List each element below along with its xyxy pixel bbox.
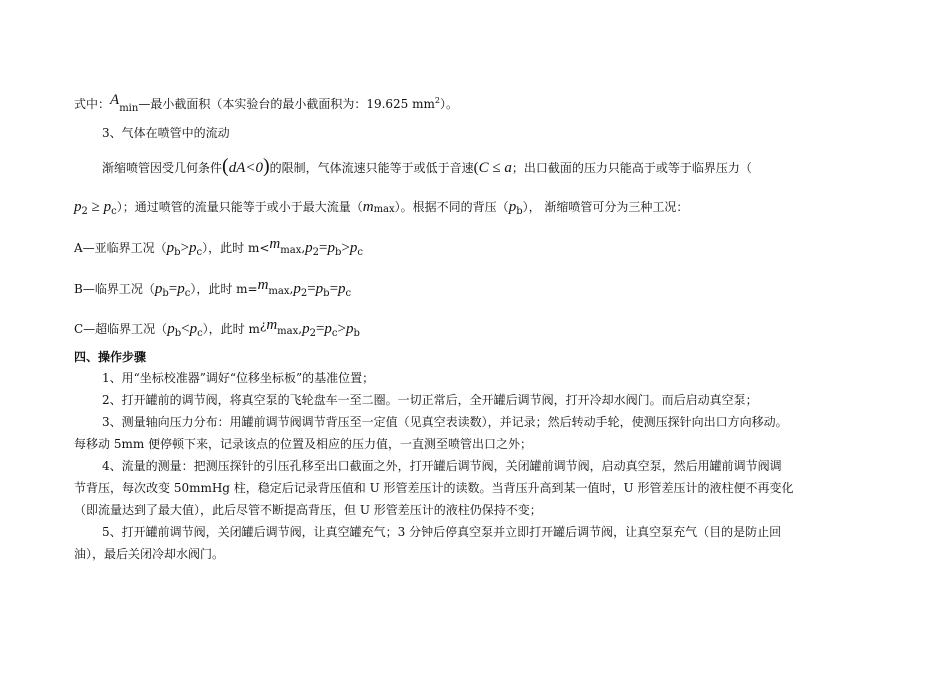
pressure-text-2: ）。根据不同的背压（ [394,200,509,214]
paren-open: ( [222,155,229,177]
symbol-p: p [189,240,197,256]
relation: = [168,281,178,297]
step-1: 1、用“坐标校准器”调好“位移坐标板”的基准位置； [102,371,375,385]
section-4-title: 四、操作步骤 [74,350,147,364]
step-4-cont-2: （即流量达到了最大值），此后尽管不断提高背压，但 U 形管差压计的液柱仍保持不变； [74,503,542,517]
symbol-p: p [154,281,163,297]
condition-a-close: ），此时 m< [202,241,270,255]
symbol-min: min [119,103,139,114]
symbol-p: p [166,240,175,256]
symbol-p: p [189,321,198,337]
condition-da: dA<0 [228,160,263,176]
step-2: 2、打开罐前的调节阀，将真空泵的飞轮盘车一至二圈。一切正常后，全开罐后调节阀，打开冷却水阀门。而后启动真空泵； [102,393,758,407]
symbol-p: p [324,321,332,337]
comma: , [301,241,306,255]
step-3-cont: 每移动 5mm 便停顿下来，记录该点的位置及相应的压力值，一直测至喷管出口之外； [74,437,533,451]
placeholder-glyph: ¿ [259,318,267,332]
unit-exponent: 2 [434,96,440,105]
symbol-max: max [268,286,290,297]
symbol-p: p [293,281,301,297]
symbol-pb-sub: b [516,206,523,217]
sub-2: 2 [312,247,320,258]
sub-b: b [353,328,360,339]
relation: < [181,321,190,337]
condition-b-line [74,277,352,299]
condition-ca: C ≤ a [478,160,512,176]
equals: = [319,240,328,256]
sub-c: c [196,247,203,258]
step-5-cont: 油），最后关闭冷却水阀门。 [74,547,225,561]
sub-2: 2 [309,328,316,339]
symbol-a: A [110,92,120,108]
symbol-p: p [167,321,175,337]
sub-b: b [174,328,182,339]
sub-c: c [184,288,191,299]
step-4: 4、流量的测量：把测压探针的引压孔移至出口截面之外，打开罐后调节阀，关闭罐前调节阀，启动真空泵，然后用罐前调节阀调 [102,459,782,473]
step-5: 5、打开罐前调节阀，关闭罐后调节阀，让真空罐充气；3 分钟后停真空泵并立即打开罐后调节阀，让真空泵充气（目的是防止回 [102,525,782,539]
comma: , [289,282,294,296]
condition-c-close: ），此时 m [202,322,260,336]
pressure-text-3: ）， 渐缩喷管可分为三种工况： [522,200,689,214]
symbol-p2: p [74,199,82,215]
prefix: 式中： [74,97,111,111]
area-end: ）。 [439,97,458,111]
symbol-p: p [302,321,310,337]
condition-c-line [74,317,360,339]
symbol-m: m [362,199,374,215]
symbol-pc: p [103,199,112,215]
paren-open-2: ( [473,160,479,176]
relation: > [337,321,346,337]
pressure-text-1: ）；通过喷管的流量只能等于或小于最大流量（ [116,200,363,214]
symbol-p: p [177,281,185,297]
sub-b: b [162,288,169,299]
symbol-m: m [269,236,281,252]
area-text: —最小截面积（本实验台的最小截面积为：19.625 mm [138,97,435,111]
sub-c: c [331,328,338,339]
relation: > [341,240,350,256]
paren-close: ) [262,155,270,177]
relation: = [329,281,339,297]
flow-condition-line [102,155,752,177]
condition-c-label: C—超临界工况（ [74,322,168,336]
symbol-max: max [280,245,302,256]
symbol-p: p [315,281,324,297]
symbol-pc-sub: c [111,206,117,217]
sub-b: b [323,288,330,299]
condition-a-line [74,236,363,258]
step-3: 3、测量轴向压力分布：用罐前调节阀调节背压至一定值（见真空表读数），并记录；然后转动手轮，使测压探针向出口方向移动。 [102,415,788,429]
symbol-p: p [338,281,346,297]
sub-c: c [357,247,363,258]
condition-b-close: ），此时 m= [190,282,258,296]
symbol-max: max [373,204,395,215]
comma: , [298,322,303,336]
symbol-p: p [346,321,354,337]
sub-b: b [335,247,342,258]
pressure-line [74,199,688,217]
condition-a-label: A—亚临界工况（ [74,241,167,255]
symbol-m: m [266,317,278,333]
symbol-p2-sub: 2 [81,206,88,217]
area-definition-line [74,92,458,114]
sub-b: b [174,247,181,258]
sub-2: 2 [300,288,308,299]
section-3-title: 3、气体在喷管中的流动 [102,126,230,140]
equals: = [315,321,325,337]
equals: = [307,281,316,297]
sub-c: c [197,328,203,339]
flow-text-3: ；出口截面的压力只能高于或等于临界压力（ [511,161,752,175]
relation: > [180,240,190,256]
symbol-p: p [349,240,358,256]
symbol-p: p [327,240,336,256]
symbol-pb: p [508,199,517,215]
flow-text-2: 的限制，气体流速只能等于或低于音速 [269,161,474,175]
symbol-max: max [277,326,299,337]
step-4-cont-1: 节背压，每次改变 50mmHg 柱，稳定后记录背压值和 U 形管差压计的读数。当背压升高到某一值时，U 形管差压计的液柱便不再变化 [74,481,794,495]
condition-b-label: B—临界工况（ [74,282,155,296]
symbol-p: p [305,240,313,256]
flow-text-1: 渐缩喷管因受几何条件 [102,161,223,175]
symbol-m: m [257,277,269,293]
symbol-ge: ≥ [87,199,104,215]
sub-c: c [345,288,352,299]
